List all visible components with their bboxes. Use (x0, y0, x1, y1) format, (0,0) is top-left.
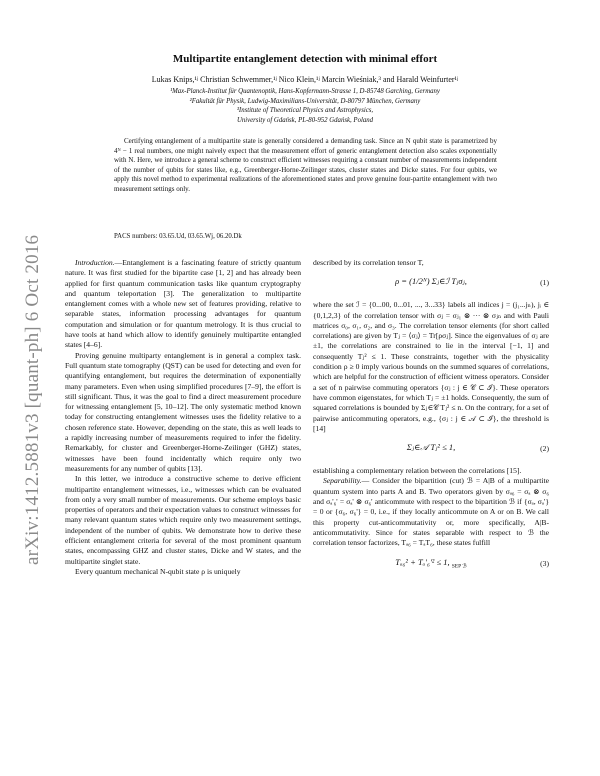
affiliation-1: ¹Max-Planck-Institut für Quantenoptik, Hans-Kopfermann-Strasse 1, D-85748 Garching, Germany (170, 88, 440, 95)
separability-paragraph (313, 476, 549, 548)
abstract: Certifying entanglement of a multipartite state is generally considered a demanding task. Since an N qubit state is parametrized by 4ᴺ − 1 real numbers, one might naively expect that the measurement effort of generic entanglement detection also scales exponentially with N. Here, we introduce a general scheme to construct efficient witnesses requiring a constant number of measurements independent of the number of qubits for states like, e.g., Greenberger-Horne-Zeilinger states, cluster states and Dicke states. For four qubits, we apply this novel method to experimental realizations of the aforementioned states and prove genuine four-partite entanglement with two measurement settings only. (114, 137, 497, 193)
equation-2-body: Σⱼ∈𝒜 Tⱼ² ≤ 1, (406, 442, 456, 453)
separability-text: — Consider the bipartition (cut) ℬ = A|B of a multipartite quantum system into parts A and B. Two operators given by σₐ₆ = σₐ ⊗ σ₆ and σₐ'₆' = σₐ' ⊗ σ₆' anticommute with respect to the bipartition ℬ if {σₐ, σₐ'} = 0 or {σ₆, σ₆'} = 0, i.e., if they locally anticommute on A or on B. We call this property cut-anticommutativity or, more specifically, A|B-anticommutativity. Since for states separable with respect to ℬ the correlation tensor factorizes, Tₐ₆ = TₐT₆, these states fulfill (313, 476, 549, 548)
paragraph-r2: establishing a complementary relation between the correlations [15]. (313, 466, 522, 476)
intro-text: —Entanglement is a fascinating feature of strictly quantum nature. It was first studied for the bipartite case [1, 2] and has already been applied for first quantum communication tasks like quantum cryptography and quantum teleportation [3]. The generalization to multipartite entanglement comes with a whole new set of features providing, relative to separable states, information processing advantages for quantum computation and simulation or for quantum metrology. It is thus crucial to have tools at hand which allow to identify genuinely multipartite entangled states [4–6]. (65, 258, 301, 350)
equation-3 (313, 553, 549, 577)
affiliations (60, 87, 550, 125)
equation-1-number: (1) (540, 278, 549, 288)
paragraph-2: Proving genuine multiparty entanglement is in general a complex task. Full quantum state tomography (QST) can be used for detecting and even for quantifying entanglement, but requires the determination of exponentially many parameters. Even when using simplified procedures [7–9], the effort is still significant. Thus, it was the goal to find a direct measurement procedure for witnessing entanglement [5, 10–12]. The only systematic method known today for constructing entanglement witnesses uses the fidelity relative to a chosen reference state. However, depending on the state, this as well leads to a rapidly increasing number of measurements required to infer the fidelity. Remarkably, for cluster and Greenberger-Horne-Zeilinger (GHZ) states, witnesses have been found incidentally which require only two measurements for any number of qubits [13]. (65, 350, 301, 473)
equation-1-body: ρ = (1/2ᴺ) Σⱼ∈ℐ Tⱼσⱼ, (395, 276, 467, 287)
equation-3-number: (3) (540, 558, 549, 568)
paragraph-3: In this letter, we introduce a constructive scheme to derive efficient multipartite entanglement witnesses, i.e., witnesses which can be evaluated from only a very small number of measurements. Our scheme employs basic properties of operators and their expectation values to construct witnesses for many relevant quantum states which require only two measurement settings, independent of the number of qubits. We demonstrate how to derive these efficient entanglement criteria for several of the most prominent quantum states, encompassing GHZ and cluster states, Dicke and W states, and the multipartite singlet state. (65, 474, 301, 566)
paragraph-4: Every quantum mechanical N-qubit state ρ is uniquely (75, 566, 241, 576)
equation-3-subscript: SEP ℬ (451, 563, 467, 570)
pacs-numbers: PACS numbers: 03.65.Ud, 03.65.Wj, 06.20.Dk (114, 233, 242, 240)
equation-3-main: Tₐ₆² + Tₐ'₆'² ≤ 1, (395, 556, 450, 567)
paragraph-r1: where the set ℐ = {0...00, 0...01, ..., 3...33} labels all indices j = (j₁...jₙ), jᵢ ∈ {0,1,2,3} of the correlation tensor with σⱼ = σⱼ₁ ⊗ ··· ⊗ σⱼₙ and with Pauli matrices σ₀, σ₁, σ₂, and σ₃. The correlation tensor elements (for short called correlations) are given by Tⱼ = ⟨σⱼ⟩ = Tr[ρσⱼ]. Since the eigenvalues of σⱼ are ±1, the correlations are constrained to lie in the interval [−1, 1] and consequently Tⱼ² ≤ 1. These constraints, together with the physicality condition ρ ≥ 0 imply various bounds on the summed squares of correlations, which are helpful for the construction of efficient witness operators. Consider a set of n pairwise commuting operators {σⱼ : j ∈ 𝒞 ⊂ ℐ}. These operators have common eigenstates, for which Tⱼ = ±1 holds. Consequently, the sum of squared correlations is bounded by Σⱼ∈𝒞 Tⱼ² ≤ n. On the contrary, for a set of pairwise anticommuting operators, e.g., {σⱼ : j ∈ 𝒜 ⊂ ℐ}, the threshold is [14] (313, 300, 549, 433)
arxiv-sidebar (0, 0, 43, 776)
affiliation-3: ³Institute of Theoretical Physics and Astrophysics, (236, 107, 374, 115)
intro-heading: Introduction. (75, 258, 115, 267)
equation-2-number: (2) (540, 444, 549, 454)
left-column (65, 258, 301, 577)
equation-1 (313, 272, 549, 296)
author-list: Lukas Knips,¹ʲ Christian Schwemmer,¹ʲ Nico Klein,¹ʲ Marcin Wieśniak,³ and Harald Weinfurter¹ʲ (151, 75, 459, 84)
separability-heading: Separability. (323, 476, 362, 486)
intro-paragraph (65, 258, 301, 351)
affiliation-2: ²Fakultät für Physik, Ludwig-Maximilians-Universität, D-80797 München, Germany (189, 97, 421, 105)
equation-3-body (313, 557, 549, 572)
arxiv-identifier: arXiv:1412.5881v3 [quant-ph] 6 Oct 2016 (22, 234, 43, 565)
equation-2 (313, 438, 549, 462)
right-column (313, 258, 549, 581)
paragraph-r0: described by its correlation tensor T, (313, 258, 424, 267)
affiliation-4: University of Gdańsk, PL-80-952 Gdańsk, Poland (236, 116, 374, 124)
paper-title: Multipartite entanglement detection with minimal effort (172, 53, 438, 65)
